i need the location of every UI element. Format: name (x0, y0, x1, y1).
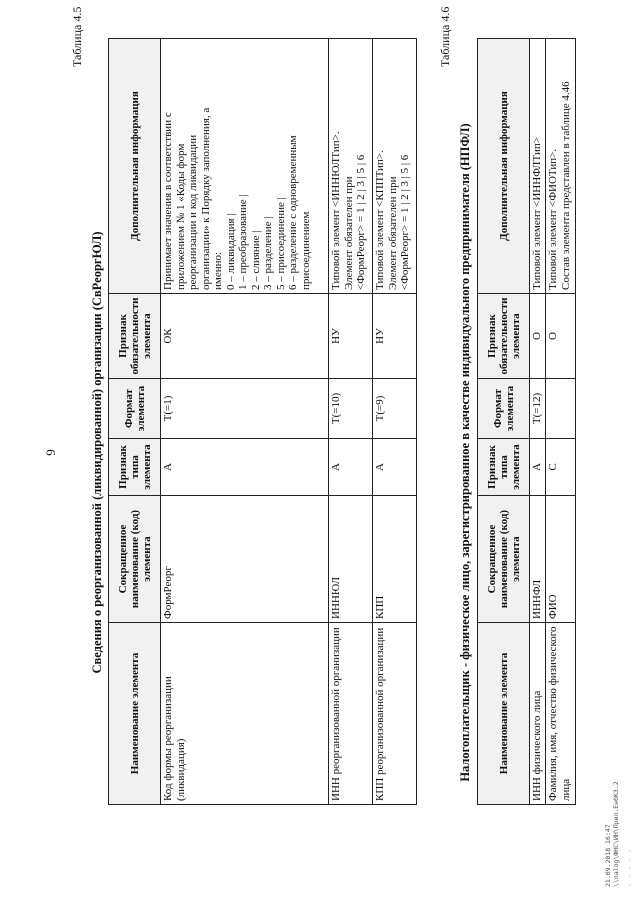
cell-info (329, 39, 373, 294)
info-line: именно: (212, 251, 224, 290)
table-4-5-label: Таблица 4.5 (70, 6, 84, 67)
cell-name: ИНН реорганизованной организации (329, 623, 373, 805)
cell-short-name: ИННЮЛ (329, 496, 373, 623)
table-4-6-header-row (478, 39, 530, 805)
cell-required: НУ (329, 294, 373, 379)
info-line: 6 – разделение с одновременным (287, 135, 299, 290)
header-info: Дополнительная информация (109, 39, 161, 294)
info-line: 0 – ликвидация | (224, 213, 237, 290)
cell-type: С (546, 439, 576, 496)
cell-type: А (530, 439, 546, 496)
header-type: Признак типа элемента (109, 439, 161, 496)
header-format: Формат элемента (478, 379, 530, 439)
info-line: Элемент обязателен при (386, 176, 399, 290)
info-line: Принимает значения в соответствии с (162, 112, 174, 290)
info-line: Элемент обязателен при (342, 176, 355, 290)
cell-format: T(=12) (530, 379, 546, 439)
header-required: Признак обязательности элемента (109, 294, 161, 379)
info-line: 2 – слияние | (249, 230, 262, 290)
cell-info (373, 39, 417, 294)
table-row (329, 39, 373, 805)
table-row (546, 39, 576, 805)
info-line: реорганизации и код ликвидации (187, 134, 199, 290)
cell-format: T(=10) (329, 379, 373, 439)
cell-type: А (373, 439, 417, 496)
table-4-6 (477, 38, 576, 805)
header-short-name: Сокращенное наименование (код) элемента (478, 496, 530, 623)
table-row (161, 39, 329, 805)
cell-short-name: ИННФЛ (530, 496, 546, 623)
cell-name: Код формы реорганизации (ликвидация) (161, 623, 329, 805)
footer-path: \\nalog\ФНС\ИН\Прил.ЕнбКЗ.2 (612, 781, 620, 887)
info-line: <ФормРеорг> = 1 | 2 | 3 | 5 | 6 (355, 154, 367, 290)
page-number: 9 (43, 449, 58, 456)
cell-short-name: КПП (373, 496, 417, 623)
cell-format (546, 379, 576, 439)
header-type: Признак типа элемента (478, 439, 530, 496)
header-info: Дополнительная информация (478, 39, 530, 294)
margin-mark: - - - - - (626, 849, 634, 887)
cell-format: T(=1) (161, 379, 329, 439)
info-line: Типовой элемент <ФИОТип>. (547, 148, 559, 290)
header-name: Наименование элемента (478, 623, 530, 805)
info-line: присоединением (299, 211, 312, 290)
cell-type: А (161, 439, 329, 496)
table-row (530, 39, 546, 805)
cell-format: T(=9) (373, 379, 417, 439)
cell-name: КПП реорганизованной организации (373, 623, 417, 805)
footer-stamp (604, 781, 620, 887)
info-line: приложением № 1 «Коды форм (174, 143, 187, 290)
table-4-6-label: Таблица 4.6 (438, 6, 452, 67)
table-4-5-header-row (109, 39, 161, 805)
info-line: <ФормРеорг> = 1 | 2 | 3 | 5 | 6 (399, 154, 411, 290)
cell-info (546, 39, 576, 294)
header-short-name: Сокращенное наименование (код) элемента (109, 496, 161, 623)
info-line: 5 – присоединение | (274, 197, 287, 290)
header-required: Признак обязательности элемента (478, 294, 530, 379)
cell-required: НУ (373, 294, 417, 379)
info-line: 1 – преобразование | (237, 194, 249, 290)
info-line: 3 – разделение | (262, 216, 274, 290)
cell-required: ОК (161, 294, 329, 379)
cell-required: О (546, 294, 576, 379)
cell-short-name: ФИО (546, 496, 576, 623)
table-4-6-title: Налогоплательщик - физическое лицо, зарегистрированное в качестве индивидуального предпринимателя (НПФЛ) (458, 123, 472, 782)
info-line: Типовой элемент <КППТип>. (374, 150, 386, 290)
table-4-5-title: Сведения о реорганизованной (ликвидированной) организации (СвРеоргЮЛ) (90, 231, 104, 674)
footer-date: 21.09.2018 16:47 (604, 824, 612, 887)
cell-info (161, 39, 329, 294)
header-format: Формат элемента (109, 379, 161, 439)
cell-name: ИНН физического лица (530, 623, 546, 805)
cell-short-name: ФормРеорг (161, 496, 329, 623)
info-line: Типовой элемент <ИННФЛТип> (531, 137, 543, 290)
cell-type: А (329, 439, 373, 496)
table-row (373, 39, 417, 805)
info-line: Типовой элемент <ИННЮЛТип>. (330, 131, 342, 290)
info-line: организации» к Порядку заполнения, а (199, 107, 212, 290)
cell-required: О (530, 294, 546, 379)
header-name: Наименование элемента (109, 623, 161, 805)
info-line: Состав элемента представлен в таблице 4.46 (559, 81, 572, 290)
cell-name: Фамилия, имя, отчество физического лица (546, 623, 576, 805)
cell-info (530, 39, 546, 294)
table-4-5 (108, 38, 417, 805)
